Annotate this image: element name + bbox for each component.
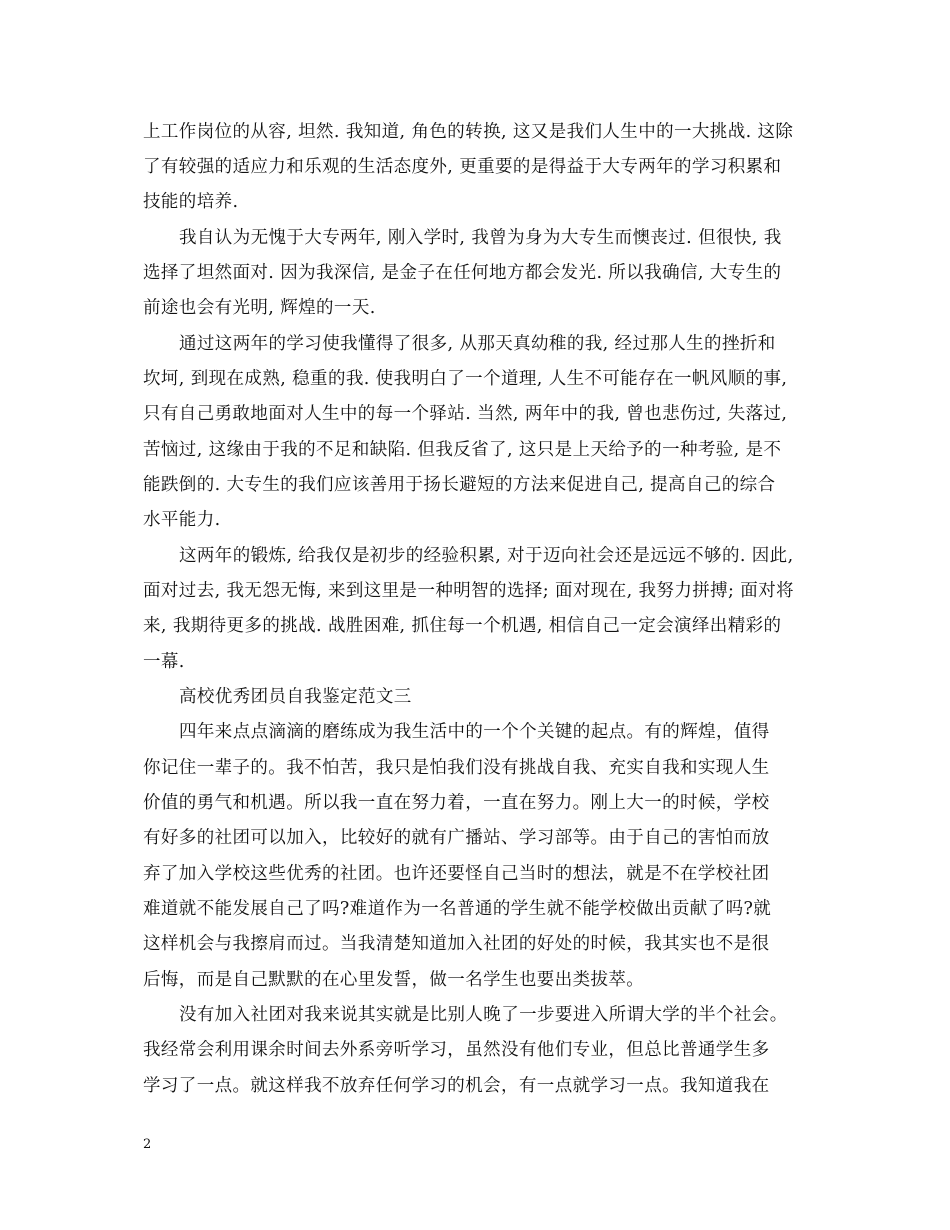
body-text-line: 技能的培养. bbox=[143, 192, 239, 212]
paragraph-first-line: 通过这两年的学习使我懂得了很多, 从那天真幼稚的我, 经过那人生的挫折和 bbox=[179, 334, 776, 354]
body-text-line: 我经常会利用课余时间去外系旁听学习，虽然没有他们专业，但总比普通学生多 bbox=[143, 1040, 770, 1060]
body-text-line: 你记住一辈子的。我不怕苦，我只是怕我们没有挑战自我、充实自我和实现人生 bbox=[143, 758, 770, 778]
body-text-line: 弃了加入学校这些优秀的社团。也许还要怪自己当时的想法，就是不在学校社团 bbox=[143, 864, 770, 884]
body-text-line: 了有较强的适应力和乐观的生活态度外, 更重要的是得益于大专两年的学习积累和 bbox=[143, 157, 782, 177]
body-text-line: 难道就不能发展自己了吗?难道作为一名普通的学生就不能学校做出贡献了吗?就 bbox=[143, 899, 772, 919]
body-text-line: 前途也会有光明, 辉煌的一天. bbox=[143, 298, 376, 318]
body-text-line: 这样机会与我擦肩而过。当我清楚知道加入社团的好处的时候，我其实也不是很 bbox=[143, 934, 770, 954]
body-text-line: 一幕. bbox=[143, 652, 185, 672]
paragraph-first-line: 四年来点点滴滴的磨练成为我生活中的一个个关键的起点。有的辉煌，值得 bbox=[179, 722, 770, 742]
body-text-line: 能跌倒的. 大专生的我们应该善用于扬长避短的方法来促进自己, 提高自己的综合 bbox=[143, 475, 776, 495]
page-number: 2 bbox=[143, 1137, 152, 1152]
paragraph-first-line: 没有加入社团对我来说其实就是比别人晚了一步要进入所谓大学的半个社会。 bbox=[179, 1005, 788, 1025]
body-text-line: 苦恼过, 这缘由于我的不足和缺陷. 但我反省了, 这只是上天给予的一种考验, 是不 bbox=[143, 440, 782, 460]
body-text-line: 价值的勇气和机遇。所以我一直在努力着，一直在努力。刚上大一的时候，学校 bbox=[143, 793, 770, 813]
body-text-line: 只有自己勇敢地面对人生中的每一个驿站. 当然, 两年中的我, 曾也悲伤过, 失落过, bbox=[143, 404, 788, 424]
body-text-line: 来, 我期待更多的挑战. 战胜困难, 抓住每一个机遇, 相信自己一定会演绎出精彩的 bbox=[143, 616, 782, 636]
body-text-line: 坎坷, 到现在成熟, 稳重的我. 使我明白了一个道理, 人生不可能存在一帆风顺的事, bbox=[143, 369, 788, 389]
body-text-line: 有好多的社团可以加入，比较好的就有广播站、学习部等。由于自己的害怕而放 bbox=[143, 828, 770, 848]
paragraph-first-line: 这两年的锻炼, 给我仅是初步的经验积累, 对于迈向社会还是远远不够的. 因此, bbox=[179, 546, 794, 566]
body-text-line: 后悔，而是自己默默的在心里发誓，做一名学生也要出类拔萃。 bbox=[143, 970, 645, 990]
body-text-line: 学习了一点。就这样我不放弃任何学习的机会，有一点就学习一点。我知道我在 bbox=[143, 1076, 770, 1096]
paragraph-first-line: 我自认为无愧于大专两年, 刚入学时, 我曾为身为大专生而懊丧过. 但很快, 我 bbox=[179, 228, 782, 248]
body-text-line: 选择了坦然面对. 因为我深信, 是金子在任何地方都会发光. 所以我确信, 大专生的 bbox=[143, 263, 782, 283]
section-heading: 高校优秀团员自我鉴定范文三 bbox=[179, 687, 412, 707]
body-text-line: 水平能力. bbox=[143, 510, 221, 530]
body-text-line: 面对过去, 我无怨无悔, 来到这里是一种明智的选择; 面对现在, 我努力拼搏; 面对将 bbox=[143, 581, 794, 601]
body-text-line: 上工作岗位的从容, 坦然. 我知道, 角色的转换, 这又是我们人生中的一大挑战. 这除 bbox=[143, 122, 794, 142]
